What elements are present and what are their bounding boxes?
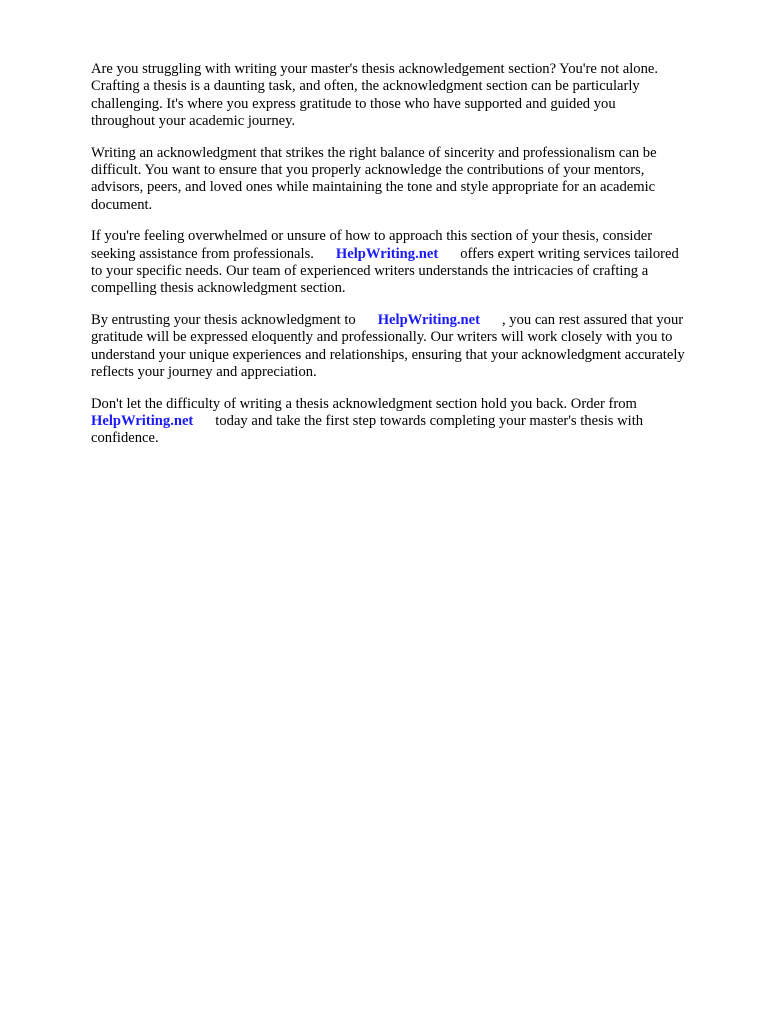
paragraph-line: challenging. It's where you express gratitude to those who have supported and guided you (91, 95, 616, 112)
paragraph-line (91, 312, 731, 329)
paragraph-intro (91, 61, 731, 131)
helpwriting-link[interactable]: HelpWriting.net (91, 412, 194, 429)
line-text: , you can rest assured that your (501, 311, 684, 328)
line-text: seeking assistance from professionals. (91, 245, 314, 262)
paragraph-line: compelling thesis acknowledgment section. (91, 280, 346, 297)
paragraph-line: advisors, peers, and loved ones while maintaining the tone and style appropriate for an academic (91, 179, 656, 196)
paragraph-line: understand your unique experiences and relationships, ensuring that your acknowledgment accurately (91, 346, 685, 363)
line-text: By entrusting your thesis acknowledgment to (91, 311, 356, 328)
document-page (91, 61, 731, 462)
paragraph-line: Don't let the difficulty of writing a thesis acknowledgment section hold you back. Order from (91, 395, 637, 412)
paragraph-call-to-action (91, 396, 731, 448)
paragraph-line (91, 413, 731, 430)
paragraph-assistance (91, 228, 731, 298)
paragraph-line: difficult. You want to ensure that you properly acknowledge the contributions of your mentors, (91, 162, 645, 179)
paragraph-line: confidence. (91, 430, 159, 447)
line-text: today and take the first step towards completing your master's thesis with (215, 412, 644, 429)
paragraph-line: Crafting a thesis is a daunting task, and often, the acknowledgment section can be particularly (91, 78, 640, 95)
paragraph-line: Are you struggling with writing your master's thesis acknowledgement section? You're not alone. (91, 61, 659, 77)
paragraph-line: Writing an acknowledgment that strikes the right balance of sincerity and professionalism can be (91, 144, 657, 161)
helpwriting-link[interactable]: HelpWriting.net (335, 245, 439, 262)
paragraph-line (91, 246, 731, 263)
paragraph-line: to your specific needs. Our team of experienced writers understands the intricacies of crafting a (91, 263, 649, 280)
paragraph-difficulty (91, 145, 731, 215)
paragraph-line: gratitude will be expressed eloquently and professionally. Our writers will work closely with you to (91, 329, 673, 346)
paragraph-line: throughout your academic journey. (91, 113, 296, 130)
paragraph-line: document. (91, 196, 153, 213)
paragraph-line: reflects your journey and appreciation. (91, 364, 317, 381)
paragraph-line: If you're feeling overwhelmed or unsure of how to approach this section of your thesis, consider (91, 228, 653, 245)
paragraph-entrusting (91, 312, 731, 382)
line-text: offers expert writing services tailored (460, 245, 679, 262)
helpwriting-link[interactable]: HelpWriting.net (377, 311, 480, 328)
